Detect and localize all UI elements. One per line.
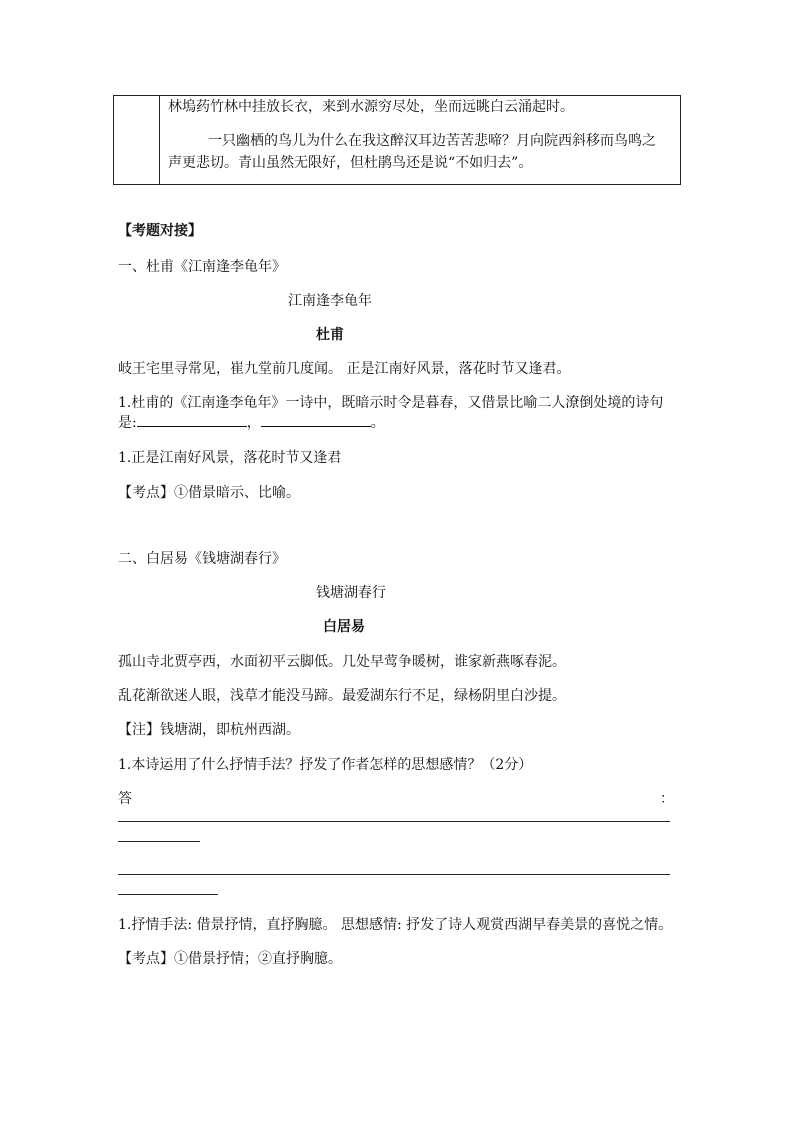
part2-answer-colon: ： xyxy=(660,791,674,807)
part1-question-end: 。 xyxy=(370,415,385,431)
part1-heading: 一、杜甫《江南逢李龟年》 xyxy=(118,259,286,275)
part1-answer-blank-2[interactable] xyxy=(261,412,371,427)
translation-table xyxy=(113,95,681,185)
answer-line-2-tail[interactable] xyxy=(118,894,218,895)
part1-answer: 1.正是江南好风景，落花时节又逢君 xyxy=(118,450,342,466)
part2-note: 【注】钱塘湖，即杭州西湖。 xyxy=(118,722,300,738)
part2-answer-label: 答 xyxy=(118,791,132,807)
table-line-3: 声更悲切。青山虽然无限好，但杜鹃鸟还是说“不如归去”。 xyxy=(168,155,533,171)
table-line-1: 林塢药竹林中挂放长衣，来到水源穷尽处，坐而远眺白云涌起时。 xyxy=(168,99,574,115)
answer-line-2[interactable] xyxy=(118,874,670,875)
part2-poem-title: 钱塘湖春行 xyxy=(316,585,386,601)
table-column-divider xyxy=(159,96,160,184)
part2-poem-author: 白居易 xyxy=(323,619,365,635)
answer-line-1-tail[interactable] xyxy=(118,841,200,842)
part1-question-line1: 1.杜甫的《江南逢李龟年》一诗中，既暗示时令是暮春，又借景比喻二人潦倒处境的诗句 xyxy=(118,395,664,411)
part1-question-comma: ， xyxy=(246,415,261,431)
part1-poem-author: 杜甫 xyxy=(316,327,344,343)
part2-kaodian: 【考点】①借景抒情；②直抒胸臆。 xyxy=(118,951,342,967)
part2-question: 1.本诗运用了什么抒情手法？抒发了作者怎样的思想感情？（2分） xyxy=(118,757,533,773)
answer-line-1[interactable] xyxy=(118,821,670,822)
part2-heading: 二、白居易《钱塘湖春行》 xyxy=(118,551,286,567)
part1-kaodian: 【考点】①借景暗示、比喻。 xyxy=(118,485,300,501)
part1-poem-text: 岐王宅里寻常见，崔九堂前几度闻。 正是江南好风景，落花时节又逢君。 xyxy=(118,361,571,377)
part2-answer: 1.抒情手法: 借景抒情，直抒胸臆。 思想感情: 抒发了诗人观赏西湖早春美景的喜悦之情。 xyxy=(118,917,673,933)
part1-answer-blank-1[interactable] xyxy=(137,412,247,427)
part2-poem-line2: 乱花渐欲迷人眼，浅草才能没马蹄。最爱湖东行不足，绿杨阴里白沙提。 xyxy=(118,688,566,704)
part1-poem-title: 江南逢李龟年 xyxy=(288,293,372,309)
section-header: 【考题对接】 xyxy=(118,223,202,239)
part1-question-prefix: 是: xyxy=(118,415,137,431)
part2-poem-line1: 孤山寺北贾亭西，水面初平云脚低。几处早莺争暖树，谁家新燕啄春泥。 xyxy=(118,654,566,670)
table-line-2: 一只幽栖的鸟儿为什么在我这醉汉耳边苦苦悲啼？月向院西斜移而鸟鸣之 xyxy=(208,133,656,149)
part1-question-line2 xyxy=(118,412,385,432)
